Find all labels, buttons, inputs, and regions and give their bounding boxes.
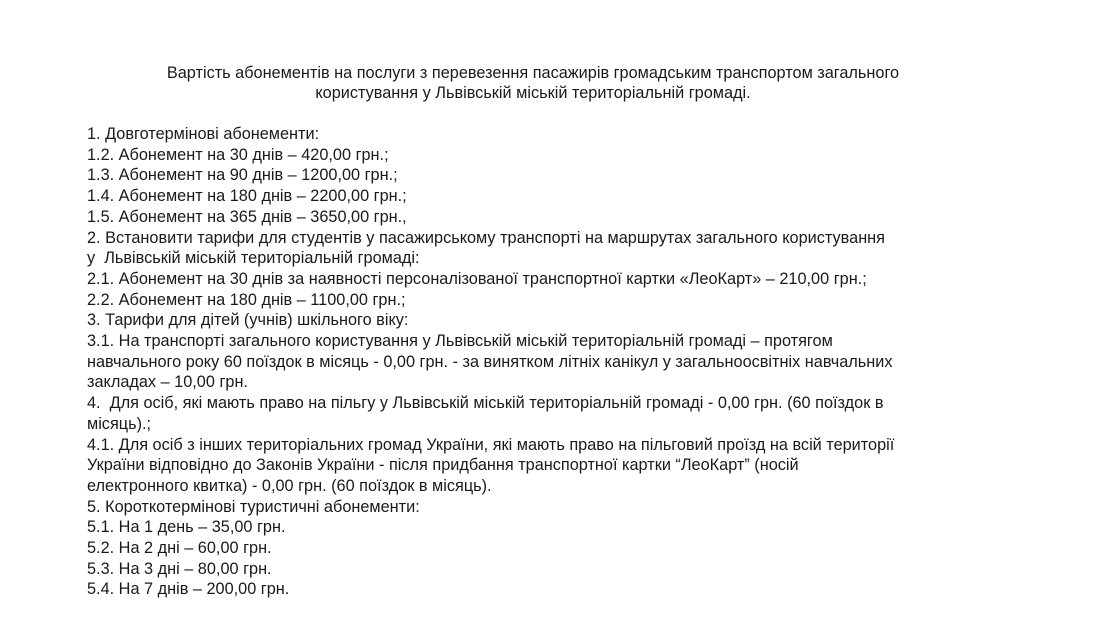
- title-line-2: користування у Львівській міській територіальній громаді.: [315, 84, 751, 102]
- list-item: 1.3. Абонемент на 90 днів – 1200,00 грн.;: [87, 166, 398, 185]
- section-4-heading: 4. Для осіб, які мають право на пільгу у Львівській міській територіальній громаді - 0,00 грн. (60 поїздок в: [87, 394, 884, 413]
- document-title: [100, 63, 966, 103]
- section-3-heading: 3. Тарифи для дітей (учнів) шкільного віку:: [87, 311, 409, 330]
- list-item-cont: України відповідно до Законів України - після придбання транспортної картки “ЛеоКарт” (носій: [87, 456, 799, 475]
- section-5-heading: 5. Короткотермінові туристичні абонементи:: [87, 497, 420, 516]
- list-item: 1.4. Абонемент на 180 днів – 2200,00 грн.;: [87, 187, 407, 206]
- section-2-heading: 2. Встановити тарифи для студентів у пасажирському транспорті на маршрутах загального користування: [87, 228, 885, 247]
- list-item: 2.1. Абонемент на 30 днів за наявності персоналізованої транспортної картки «ЛеоКарт» – 210,00 грн.;: [87, 269, 867, 288]
- list-item-cont: електронного квитка) - 0,00 грн. (60 поїздок в місяць).: [87, 476, 492, 495]
- list-item-cont: закладах – 10,00 грн.: [87, 373, 248, 392]
- list-item: 3.1. На транспорті загального користування у Львівській міській територіальній громаді – протягом: [87, 332, 833, 351]
- list-item: 4.1. Для осіб з інших територіальних громад України, які мають право на пільговий проїзд на всій території: [87, 435, 895, 454]
- title-line-1: Вартість абонементів на послуги з перевезення пасажирів громадським транспортом загального: [166, 64, 900, 82]
- list-item: 5.4. На 7 днів – 200,00 грн.: [87, 580, 290, 599]
- document-body: [87, 124, 1087, 600]
- list-item: 1.2. Абонемент на 30 днів – 420,00 грн.;: [87, 145, 389, 164]
- list-item: 5.2. На 2 дні – 60,00 грн.: [87, 539, 272, 558]
- list-item: 2.2. Абонемент на 180 днів – 1100,00 грн.;: [87, 290, 406, 309]
- list-item-cont: навчального року 60 поїздок в місяць - 0,00 грн. - за винятком літніх канікул у загальноосвітніх навчальних: [87, 352, 893, 371]
- section-2-heading-cont: у Львівській міській територіальній громаді:: [87, 249, 420, 268]
- section-4-heading-cont: місяць).;: [87, 414, 152, 433]
- list-item: 5.1. На 1 день – 35,00 грн.: [87, 518, 286, 537]
- section-1-heading: 1. Довготермінові абонементи:: [87, 125, 320, 143]
- list-item: 1.5. Абонемент на 365 днів – 3650,00 грн.,: [87, 207, 407, 226]
- list-item: 5.3. На 3 дні – 80,00 грн.: [87, 559, 272, 578]
